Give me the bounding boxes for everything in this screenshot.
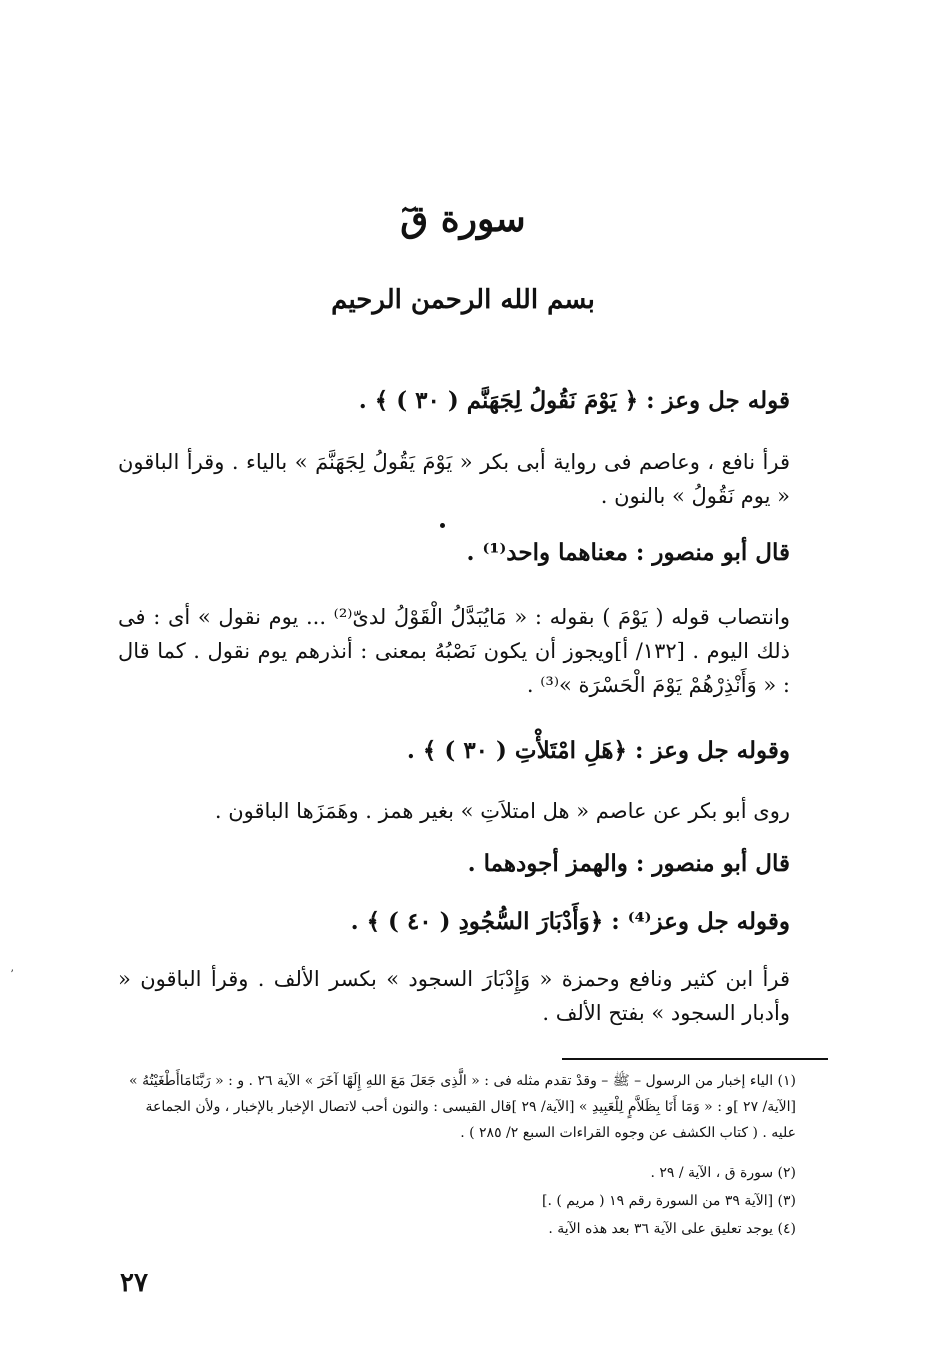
abu-mansour-note-1: قال أبو منصور : معناهما واحد⁽¹⁾ .: [466, 539, 790, 566]
footnote-4: (٤) يوجد تعليق على الآية ٣٦ بعد هذه الآية .: [548, 1221, 796, 1237]
footnote-3: (٣) [الآية ٣٩ من السورة رقم ١٩ ( مريم ) .]: [542, 1193, 796, 1209]
paragraph-intisab: وانتصاب قوله ( يَوْمَ ) بقوله : « مَايُبَدَّلُ الْقَوْلُ لدىّ⁽²⁾ ... يوم نقول » أى : فى ذلك اليوم . [١٣٢/ أ]ويجوز أن يكون نَصْبُهُ بمعنى : أنذرهم يوم نقول . كما قال : « وَأَنْذِرْهُمْ يَوْمَ الْحَسْرَة »⁽³⁾ .: [118, 605, 791, 697]
paragraph-reading-nafi: قرأ نافع ، وعاصم فى رواية أبى بكر « يَوْمَ يَقُولُ لِجَهَنَّمَ » بالياء . وقرأ الباقون « يوم نَقُولُ » بالنون .: [118, 450, 790, 508]
verse-heading-30: قوله جل وعز : ﴿ يَوْمَ نَقُولُ لِجَهَنَّم ( ٣٠ ) ﴾ .: [358, 387, 790, 414]
abu-mansour-note-2: قال أبو منصور : والهمز أجودهما .: [467, 850, 790, 877]
basmala: بسم الله الرحمن الرحيم: [331, 285, 595, 315]
margin-mark: ʼ: [10, 968, 14, 981]
footnote-2: (٢) سورة ق ، الآية / ٢٩ .: [650, 1165, 796, 1181]
ink-dot: [440, 523, 445, 528]
footnote-separator: [562, 1058, 828, 1060]
paragraph-abu-bakr: روى أبو بكر عن عاصم « هل امتلاَتِ » بغير همز . وهَمَزَها الباقون .: [214, 799, 790, 823]
verse-heading-40: وقوله جل وعز⁽⁴⁾ : ﴿وَأَدْبَارَ السُّجُودِ ( ٤٠ ) ﴾ .: [350, 908, 790, 935]
page-number: ٢٧: [120, 1268, 148, 1298]
verse-heading-imtalaat: وقوله جل وعز : ﴿هَلِ امْتَلأْتِ ( ٣٠ ) ﴾ .: [406, 737, 790, 764]
paragraph-ibn-kathir: قرأ ابن كثير ونافع وحمزة « وَإِدْبَارَ السجود » بكسر الألف . وقرأ الباقون « وأدبار السجود » بفتح الألف .: [118, 967, 790, 1025]
footnote-1: (١) الياء إخبار من الرسول – ﷺ – وقدْ تقدم مثله فى : « الَّذِى جَعَلَ مَعَ اللهِ إِلَهًا آخَرَ » الآية ٢٦ . و : « رَبَّنَامَاأَطْغَيْتُهُ » [الآية/ ٢٧ ]و : « وَمَا أَنَا بِظَلاَّمٍ لِلْعَبِيدِ » [الآية/ ٢٩ ]قال القيسى : والنون أحب لاتصال الإخبار بالإخبار ، ولأن الجماعة عليه . ( كتاب الكشف عن وجوه القراءات السبع ٢/ ٢٨٥ ) .: [129, 1073, 796, 1141]
surah-title: سورة قٓ: [400, 198, 526, 240]
